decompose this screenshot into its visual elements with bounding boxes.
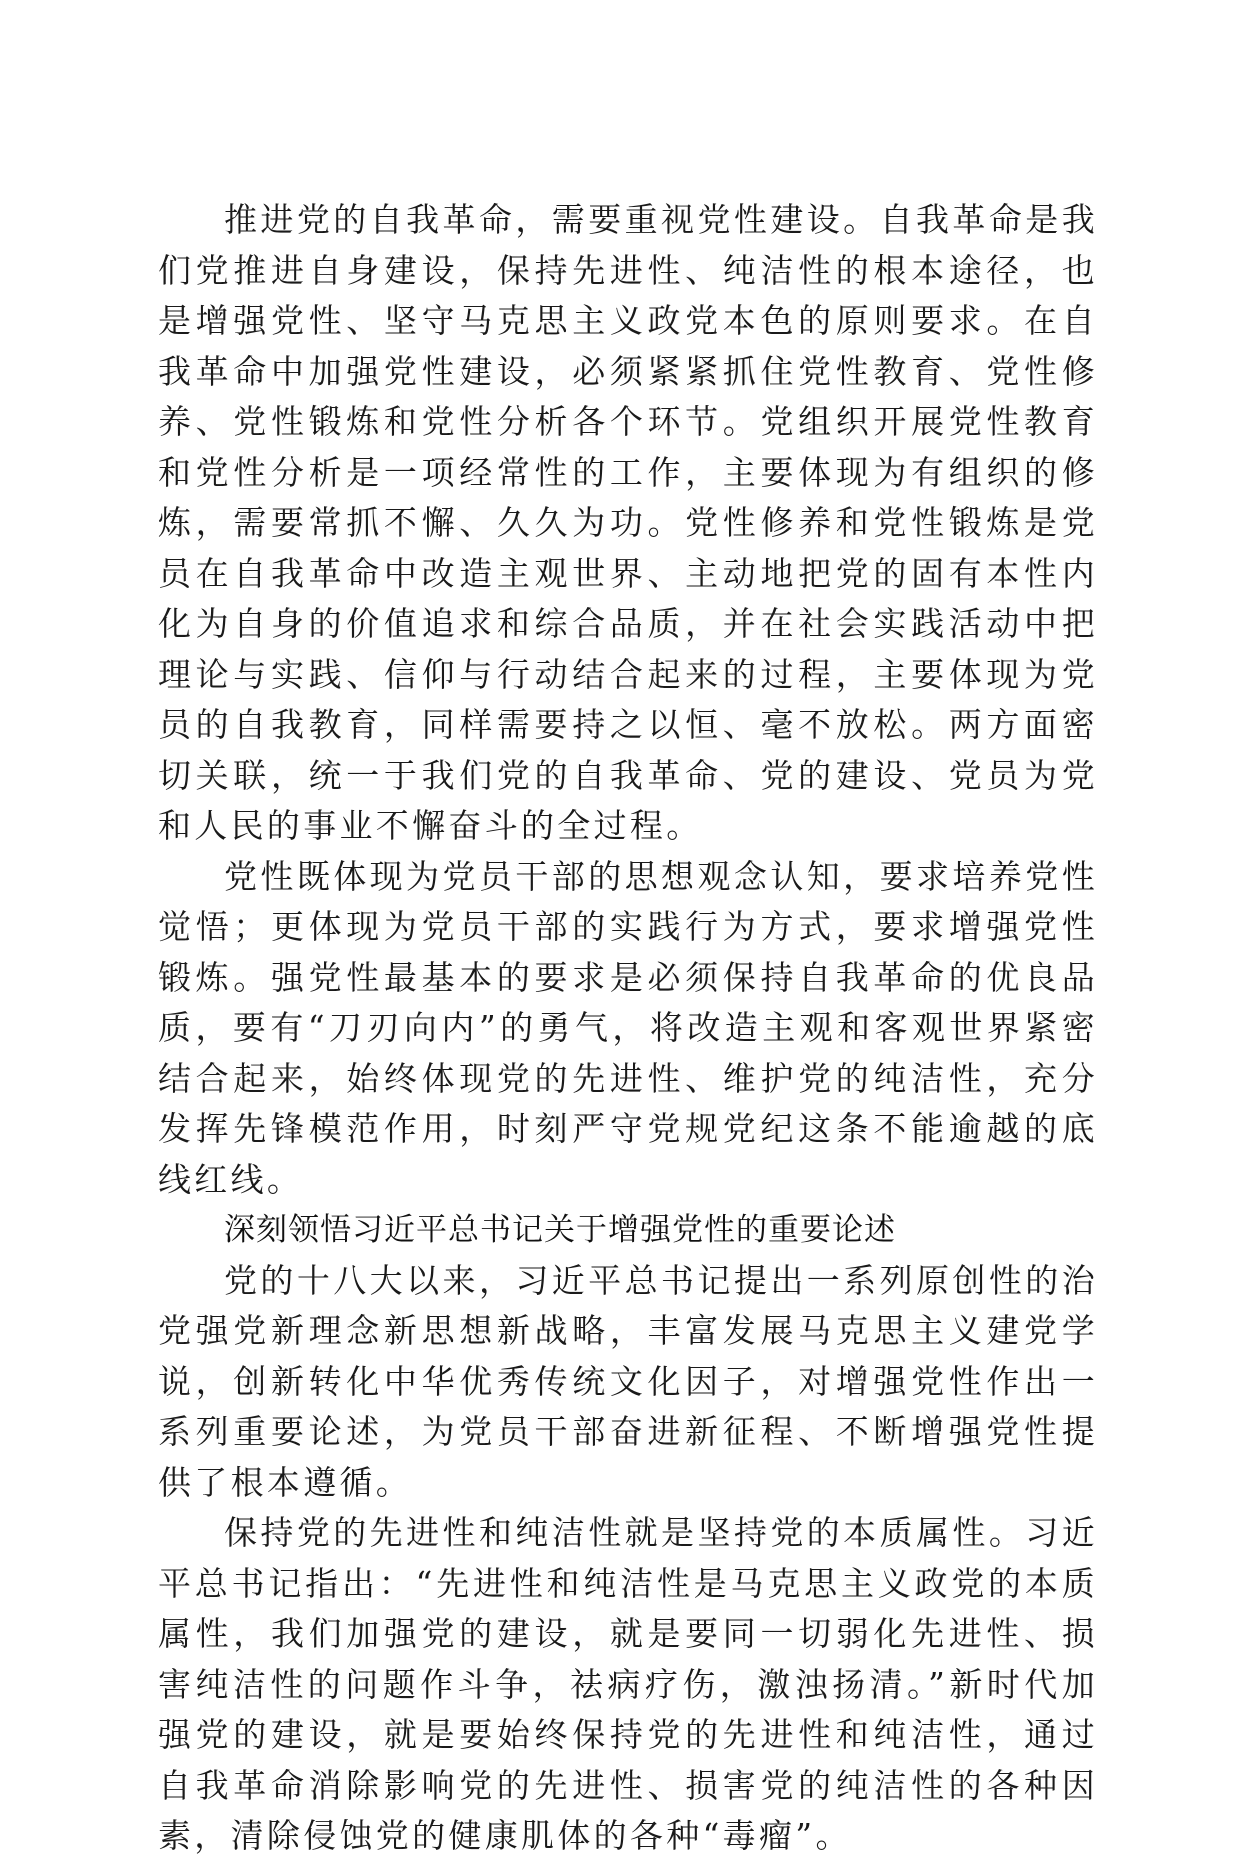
paragraph-advanced-nature-purity: 保持党的先进性和纯洁性就是坚持党的本质属性。习近平总书记指出：“先进性和纯洁性是马克思主义政党的本质属性，我们加强党的建设，就是要同一切弱化先进性、损害纯洁性的问题作斗争，祛病疗伤，激浊扬清。”新时代加强党的建设，就是要始终保持党的先进性和纯洁性，通过自我革命消除影响党的先进性、损害党的纯洁性的各种因素，清除侵蚀党的健康肌体的各种“毒瘤”。 <box>158 1513 1098 1855</box>
section-heading: 深刻领悟习近平总书记关于增强党性的重要论述 <box>224 1212 896 1248</box>
paragraph-since-18th-congress: 党的十八大以来，习近平总书记提出一系列原创性的治党强党新理念新思想新战略，丰富发展马克思主义建党学说，创新转化中华优秀传统文化因子，对增强党性作出一系列重要论述，为党员干部奋进新征程、不断增强党性提供了根本遵循。 <box>158 1260 1098 1502</box>
document-body <box>158 195 1098 1862</box>
paragraph-party-spirit-awareness: 党性既体现为党员干部的思想观念认知，要求培养党性觉悟；更体现为党员干部的实践行为方式，要求增强党性锻炼。强党性最基本的要求是必须保持自我革命的优良品质，要有“刀刃向内”的勇气，将改造主观和客观世界紧密结合起来，始终体现党的先进性、维护党的纯洁性，充分发挥先锋模范作用，时刻严守党规党纪这条不能逾越的底线红线。 <box>158 856 1098 1199</box>
paragraph-self-revolution: 推进党的自我革命，需要重视党性建设。自我革命是我们党推进自身建设，保持先进性、纯洁性的根本途径，也是增强党性、坚守马克思主义政党本色的原则要求。在自我革命中加强党性建设，必须紧紧抓住党性教育、党性修养、党性锻炼和党性分析各个环节。党组织开展党性教育和党性分析是一项经常性的工作，主要体现为有组织的修炼，需要常抓不懈、久久为功。党性修养和党性锻炼是党员在自我革命中改造主观世界、主动地把党的固有本性内化为自身的价值追求和综合品质，并在社会实践活动中把理论与实践、信仰与行动结合起来的过程，主要体现为党员的自我教育，同样需要持之以恒、毫不放松。两方面密切关联，统一于我们党的自我革命、党的建设、党员为党和人民的事业不懈奋斗的全过程。 <box>158 200 1098 845</box>
